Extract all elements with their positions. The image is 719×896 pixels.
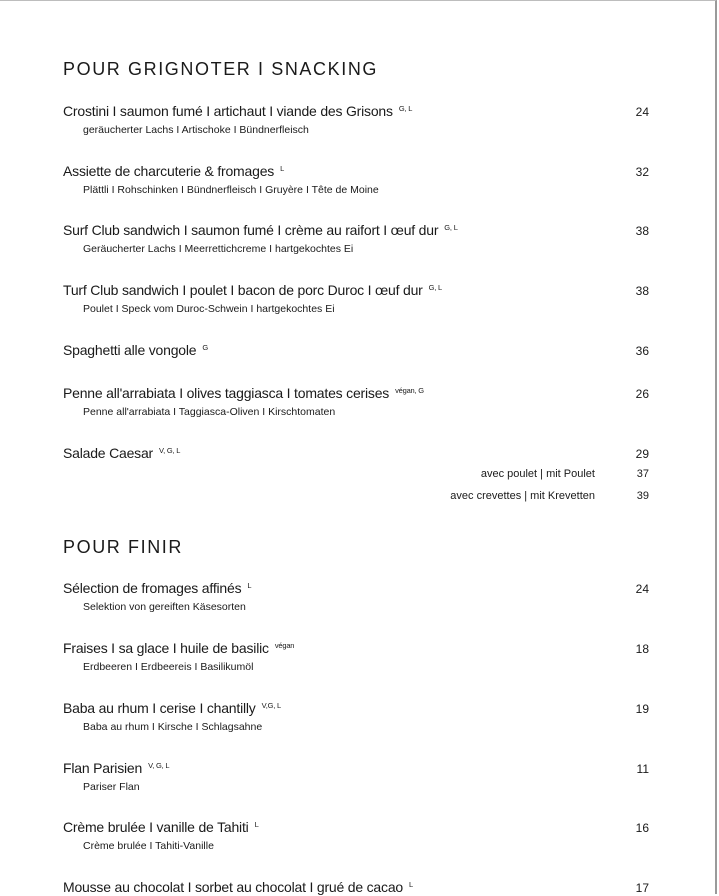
item-price: 18 <box>635 642 649 656</box>
variant-price: 39 <box>636 490 649 502</box>
item-price: 19 <box>635 702 649 716</box>
diet-tags: G <box>202 343 209 352</box>
menu-item-salade-caesar <box>63 445 649 462</box>
menu-item-crostini <box>63 103 649 137</box>
menu-item-fromages <box>63 580 649 614</box>
diet-tags: L <box>280 164 285 173</box>
item-title: Flan Parisien $^{V, G, L}$ <box>63 760 170 776</box>
diet-tags: G, L <box>444 223 458 232</box>
item-price: 24 <box>635 582 649 596</box>
item-title: Crème brulée I vanille de Tahiti $^L$ <box>63 819 259 835</box>
item-price: 11 <box>636 762 649 776</box>
item-title: Fraises I sa glace I huile de basilic $^{végan}$ <box>63 640 295 656</box>
item-subtitle: Baba au rhum I Kirsche I Schlagsahne <box>83 721 263 733</box>
item-price: 17 <box>635 881 649 895</box>
item-price: 38 <box>635 284 649 298</box>
section-title-pour-finir: POUR FINIR <box>63 537 184 557</box>
item-title: Crostini I saumon fumé I artichaut I viande des Grisons $^{G, L}$ <box>63 103 413 119</box>
item-price: 16 <box>635 821 649 835</box>
menu-item-turf-club <box>63 282 649 316</box>
item-title: Penne all'arrabiata I olives taggiasca I tomates cerises $^{végan, G}$ <box>63 385 424 401</box>
diet-tags: L <box>409 880 413 889</box>
diet-tags: G, L <box>398 104 413 113</box>
item-subtitle: geräucherter Lachs I Artischoke I Bündnerfleisch <box>83 124 309 136</box>
item-title: Sélection de fromages affinés $^L$ <box>63 580 252 596</box>
menu-item-penne <box>63 385 649 419</box>
item-subtitle: Selektion von gereiften Käsesorten <box>83 601 246 613</box>
menu-item-baba <box>63 700 649 734</box>
menu-item-surf-club <box>63 222 649 256</box>
diet-tags: L <box>247 581 252 590</box>
item-price: 36 <box>635 344 649 358</box>
section-title-snacking: POUR GRIGNOTER I SNACKING <box>63 59 379 79</box>
diet-tags: L <box>254 820 259 829</box>
item-title: Assiette de charcuterie & fromages $^L$ <box>63 163 285 179</box>
item-subtitle: Poulet I Speck vom Duroc-Schwein I hartgekochtes Ei <box>83 303 335 315</box>
item-price: 24 <box>635 105 649 119</box>
item-subtitle: Erdbeeren I Erdbeereis I Basilikumöl <box>83 661 254 673</box>
item-price: 26 <box>635 387 649 401</box>
variant-label: avec poulet | mit Poulet <box>480 468 595 480</box>
menu-item-fraises <box>63 640 649 674</box>
diet-tags: V, G, L <box>148 761 170 770</box>
menu-item-creme-brulee <box>63 819 649 853</box>
item-title: Mousse au chocolat I sorbet au chocolat I grué de cacao $^L$ <box>63 879 413 895</box>
menu-item-spaghetti <box>63 342 649 359</box>
menu-item-charcuterie <box>63 163 649 197</box>
diet-tags: G, L <box>428 283 443 292</box>
item-subtitle: Pariser Flan <box>83 781 140 793</box>
menu-item-mousse <box>63 879 649 896</box>
item-subtitle: Crème brulée I Tahiti-Vanille <box>83 840 214 852</box>
item-subtitle: Plättli I Rohschinken I Bündnerfleisch I Gruyère I Tête de Moine <box>83 184 379 196</box>
item-price: 32 <box>635 165 649 179</box>
item-price: 38 <box>635 224 649 238</box>
variant-label: avec crevettes | mit Krevetten <box>450 490 595 502</box>
diet-tags: V, G, L <box>159 446 181 455</box>
item-price: 29 <box>635 447 649 461</box>
item-title: Salade Caesar $^{V, G, L}$ <box>63 445 181 461</box>
item-title: Baba au rhum I cerise I chantilly $^{V,G, L}$ <box>63 700 281 716</box>
item-title: Spaghetti alle vongole $^G$ <box>63 342 209 358</box>
diet-tags: végan <box>274 641 295 650</box>
item-title: Surf Club sandwich I saumon fumé I crème au raifort I œuf dur $^{G, L}$ <box>63 222 458 238</box>
variant-price: 37 <box>636 468 649 480</box>
diet-tags: V,G, L <box>261 701 281 710</box>
item-subtitle: Geräucherter Lachs I Meerrettichcreme I hartgekochtes Ei <box>83 243 354 255</box>
diet-tags: végan, G <box>395 386 424 395</box>
menu-item-flan <box>63 760 649 794</box>
item-subtitle: Penne all'arrabiata I Taggiasca-Oliven I Kirschtomaten <box>83 406 336 418</box>
item-title: Turf Club sandwich I poulet I bacon de porc Duroc I œuf dur $^{G, L}$ <box>63 282 443 298</box>
